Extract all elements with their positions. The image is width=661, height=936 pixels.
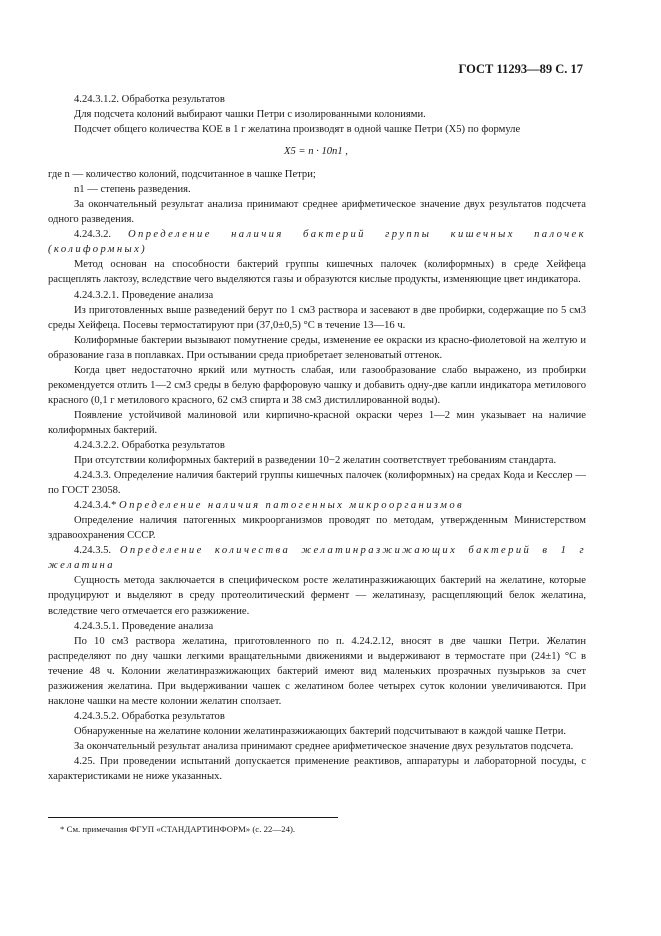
page-header: ГОСТ 11293—89 С. 17 (458, 62, 583, 76)
paragraph: 4.24.3.3. Определение наличия бактерий группы кишечных палочек (колиформных) на средах Кода и Кесслер — по ГОСТ 23058. (48, 470, 586, 497)
paragraph: Появление устойчивой малиновой или кирпично-красной окраски через 1—2 мин указывает на наличие колиформных бактерий. (48, 409, 586, 436)
footnote: * См. примечания ФГУП «СТАНДАРТИНФОРМ» (с. 22—24). (60, 824, 296, 834)
paragraph: 4.25. При проведении испытаний допускается применение реактивов, аппаратуры и лабораторной посуды, с характеристиками не ниже указанных. (48, 755, 586, 783)
paragraph: За окончательный результат анализа принимают среднее арифметическое значение двух результатов подсчета одного разведения. (48, 199, 586, 226)
section-title: Определение наличия бактерий группы кишечных палочек (колиформных) (48, 229, 586, 256)
paragraph: Из приготовленных выше разведений берут по 1 см3 раствора и засевают в две пробирки, содержащие по 5 см3 среды Хейфеца. Посевы термостатируют при (37,0±0,5) °С в течение 13—16 ч. (48, 304, 586, 331)
paragraph: Для подсчета колоний выбирают чашки Петри с изолированными колониями. (74, 109, 426, 121)
formula: X5 = n · 10n1 , (284, 146, 348, 158)
paragraph: Подсчет общего количества КОЕ в 1 г желатина производят в одной чашке Петри (X5) по формуле (74, 124, 521, 136)
paragraph: Когда цвет недостаточно яркий или мутность слабая, или газообразование слабо выражено, из пробирки рекомендуется отлить 1—2 см3 среды в белую фарфоровую чашку и добавить одну-две капли индикатора метилового красного (0,1 г метилового красного, 62 см3 спирта и 38 см3 дистиллированной воды). (48, 364, 586, 406)
section-title: Определение количества желатинразжижающих бактерий в 1 г желатина (48, 545, 586, 572)
section-heading (48, 543, 586, 573)
section-heading: 4.24.3.1.2. Обработка результатов (74, 94, 225, 105)
paragraph: За окончательный результат анализа принимают среднее арифметическое значение двух результатов подсчета. (74, 740, 574, 752)
document-body (48, 92, 586, 784)
paragraph: Колиформные бактерии вызывают помутнение среды, изменение ее окраски из красно-фиолетовой на желтую и образование газа в поплавках. При остывании среда приобретает зеленоватый оттенок. (48, 334, 586, 361)
paragraph: Сущность метода заключается в специфическом росте желатинразжижающих бактерий на желатине, которые продуцируют и выделяют в среду протеолитический фермент — желатиназу, расщепляющий белок желатина, вследствие чего отмечается его разжижение. (48, 575, 586, 617)
paragraph: Метод основан на способности бактерий группы кишечных палочек (колиформных) в среде Хейфеца расщеплять лактозу, вследствие чего выделяются газы и образуются кислые продукты, изменяющие цвет индикатора. (48, 259, 586, 286)
section-number: 4.24.3.2. (74, 229, 112, 241)
definition: n1 — степень разведения. (74, 184, 191, 196)
definition: где n — количество колоний, подсчитанное в чашке Петри; (48, 169, 316, 181)
section-heading: 4.24.3.2.1. Проведение анализа (74, 289, 214, 301)
section-heading: 4.24.3.5.2. Обработка результатов (74, 710, 225, 722)
section-heading: 4.24.3.5.1. Проведение анализа (74, 620, 214, 632)
section-number: 4.24.3.4.* (74, 500, 117, 512)
section-title: Определение наличия патогенных микроорганизмов (119, 500, 465, 512)
section-heading (48, 227, 586, 257)
paragraph: Обнаруженные на желатине колонии желатинразжижающих бактерий подсчитывают в каждой чашке Петри. (74, 725, 567, 737)
footnote-divider (48, 817, 338, 818)
section-heading: 4.24.3.2.2. Обработка результатов (74, 439, 225, 451)
section-number: 4.24.3.5. (74, 545, 112, 557)
paragraph: При отсутствии колиформных бактерий в разведении 10−2 желатин соответствует требованиям стандарта. (74, 455, 557, 467)
paragraph: Определение наличия патогенных микроорганизмов проводят по методам, утвержденным Министерством здравоохранения СССР. (48, 515, 586, 542)
paragraph: По 10 см3 раствора желатина, приготовленного по п. 4.24.2.12, вносят в две чашки Петри. Желатин распределяют по дну чашки легкими вращательными движениями и выдерживают в термостате при (24±1) °С в течение 48 ч. Колонии желатинразжижающих бактерий имеют вид маленьких прозрачных пузырьков за счет разжижения желатина. При выдерживании чашек с желатином более четырех суток колонии увеличиваются. При наклоне чашки на месте колонии желатин сползает. (48, 635, 586, 707)
section-heading (48, 498, 586, 513)
